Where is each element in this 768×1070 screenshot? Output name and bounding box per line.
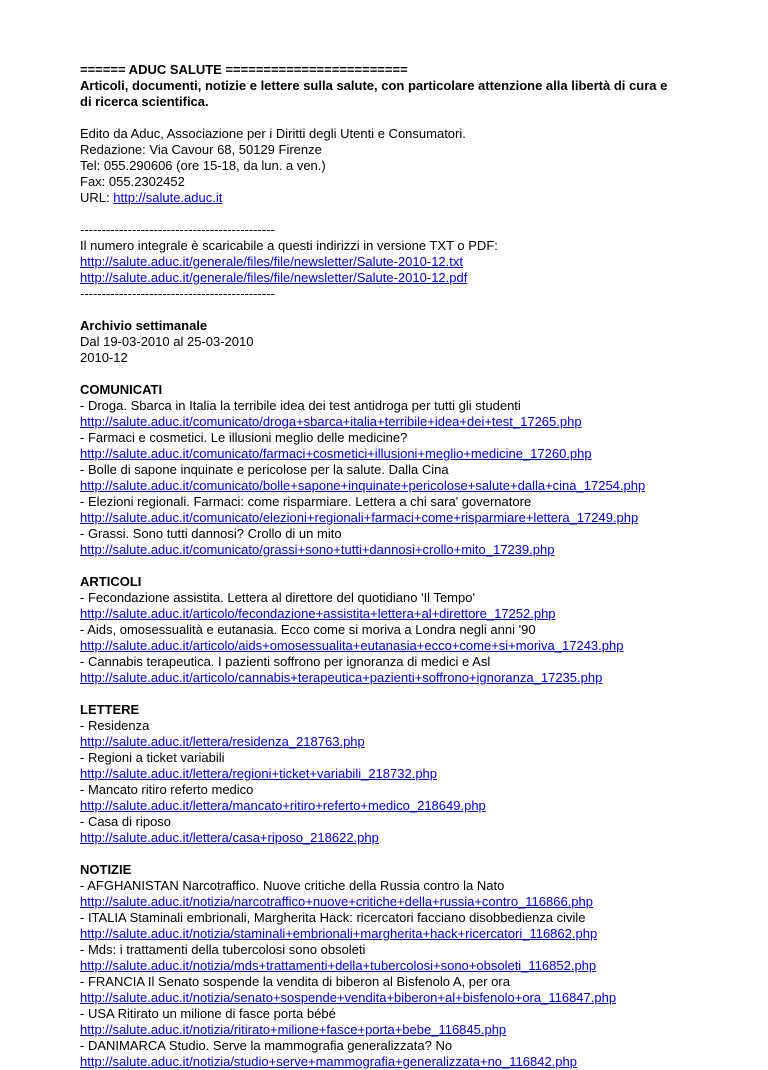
newsletter-title: ====== ADUC SALUTE ======================== <box>80 62 408 77</box>
item-link[interactable]: http://salute.aduc.it/notizia/staminali+embrionali+margherita+hack+ricercatori_116862.php <box>80 926 598 941</box>
item-text: - Regioni a ticket variabili <box>80 750 225 765</box>
item-text: - ITALIA Staminali embrionali, Margherita Hack: ricercatori facciano disobbedienza civile <box>80 910 586 925</box>
section-notizie <box>80 862 748 1070</box>
item-text: - Farmaci e cosmetici. Le illusioni meglio delle medicine? <box>80 430 408 445</box>
archive-issue: 2010-12 <box>80 350 128 365</box>
item-link[interactable]: http://salute.aduc.it/comunicato/grassi+sono+tutti+dannosi+crollo+mito_17239.php <box>80 542 555 557</box>
item-link[interactable]: http://salute.aduc.it/notizia/senato+sospende+vendita+biberon+al+bisfenolo+ora_116847.php <box>80 990 617 1005</box>
item-link[interactable]: http://salute.aduc.it/articolo/cannabis+terapeutica+pazienti+soffrono+ignoranza_17235.php <box>80 670 603 685</box>
item-text: - Bolle di sapone inquinate e pericolose per la salute. Dalla Cina <box>80 462 449 477</box>
publisher-url-line <box>80 190 748 206</box>
publisher-url-link[interactable]: http://salute.aduc.it <box>113 190 223 205</box>
publisher-tel: Tel: 055.290606 (ore 15-18, da lun. a ven.) <box>80 158 326 173</box>
item-link[interactable]: http://salute.aduc.it/articolo/aids+omosessualita+eutanasia+ecco+come+si+moriva_17243.php <box>80 638 624 653</box>
item-text: - Grassi. Sono tutti dannosi? Crollo di un mito <box>80 526 342 541</box>
item-text: - Elezioni regionali. Farmaci: come risparmiare. Lettera a chi sara' governatore <box>80 494 532 509</box>
archive-range: Dal 19-03-2010 al 25-03-2010 <box>80 334 254 349</box>
publisher-fax: Fax: 055.2302452 <box>80 174 185 189</box>
item-text: - AFGHANISTAN Narcotraffico. Nuove critiche della Russia contro la Nato <box>80 878 505 893</box>
item-link[interactable]: http://salute.aduc.it/lettera/residenza_218763.php <box>80 734 365 749</box>
archive-title: Archivio settimanale <box>80 318 208 333</box>
item-link[interactable]: http://salute.aduc.it/comunicato/droga+sbarca+italia+terribile+idea+dei+test_17265.php <box>80 414 582 429</box>
item-link[interactable]: http://salute.aduc.it/articolo/fecondazione+assistita+lettera+al+direttore_17252.php <box>80 606 556 621</box>
section-title: ARTICOLI <box>80 574 142 589</box>
item-text: - DANIMARCA Studio. Serve la mammografia generalizzata? No <box>80 1038 453 1053</box>
item-link[interactable]: http://salute.aduc.it/notizia/narcotraffico+nuove+critiche+della+russia+contro_116866.php <box>80 894 593 909</box>
item-link[interactable]: http://salute.aduc.it/notizia/ritirato+milione+fasce+porta+bebe_116845.php <box>80 1022 507 1037</box>
item-text: - Fecondazione assistita. Lettera al direttore del quotidiano 'Il Tempo' <box>80 590 475 605</box>
separator: --------------------------------------------- <box>80 286 275 301</box>
download-txt-link[interactable]: http://salute.aduc.it/generale/files/file/newsletter/Salute-2010-12.txt <box>80 254 463 269</box>
section-lettere <box>80 702 748 846</box>
item-link[interactable]: http://salute.aduc.it/notizia/studio+serve+mammografia+generalizzata+no_116842.php <box>80 1054 577 1069</box>
item-text: - Droga. Sbarca in Italia la terribile idea dei test antidroga per tutti gli studenti <box>80 398 521 413</box>
section-title: NOTIZIE <box>80 862 132 877</box>
item-link[interactable]: http://salute.aduc.it/lettera/regioni+ticket+variabili_218732.php <box>80 766 438 781</box>
item-text: - USA Ritirato un milione di fasce porta bébé <box>80 1006 336 1021</box>
item-link[interactable]: http://salute.aduc.it/lettera/casa+riposo_218622.php <box>80 830 379 845</box>
section-title: COMUNICATI <box>80 382 163 397</box>
publisher-url-label: URL: <box>80 190 114 205</box>
publisher-edited-by: Edito da Aduc, Associazione per i Diritti degli Utenti e Consumatori. <box>80 126 466 141</box>
publisher-address: Redazione: Via Cavour 68, 50129 Firenze <box>80 142 322 157</box>
download-pdf-link[interactable]: http://salute.aduc.it/generale/files/file/newsletter/Salute-2010-12.pdf <box>80 270 468 285</box>
sections-container <box>80 366 748 1070</box>
download-text: Il numero integrale è scaricabile a questi indirizzi in versione TXT o PDF: <box>80 238 498 253</box>
newsletter-subtitle: Articoli, documenti, notizie e lettere sulla salute, con particolare attenzione alla libertà di cura e di ricerca scientifica. <box>80 78 668 109</box>
item-text: - Cannabis terapeutica. I pazienti soffrono per ignoranza di medici e Asl <box>80 654 491 669</box>
section-articoli <box>80 574 748 686</box>
item-text: - FRANCIA Il Senato sospende la vendita di biberon al Bisfenolo A, per ora <box>80 974 510 989</box>
item-text: - Aids, omosessualità e eutanasia. Ecco come si moriva a Londra negli anni '90 <box>80 622 536 637</box>
item-text: - Casa di riposo <box>80 814 172 829</box>
item-link[interactable]: http://salute.aduc.it/comunicato/bolle+sapone+inquinate+pericolose+salute+dalla+cina_17254.php <box>80 478 646 493</box>
item-link[interactable]: http://salute.aduc.it/notizia/mds+trattamenti+della+tubercolosi+sono+obsoleti_116852.php <box>80 958 597 973</box>
item-link[interactable]: http://salute.aduc.it/comunicato/elezioni+regionali+farmaci+come+risparmiare+lettera_17249.php <box>80 510 639 525</box>
separator: --------------------------------------------- <box>80 222 275 237</box>
section-comunicati <box>80 382 748 558</box>
item-text: - Mancato ritiro referto medico <box>80 782 254 797</box>
section-title: LETTERE <box>80 702 140 717</box>
item-text: - Residenza <box>80 718 150 733</box>
item-link[interactable]: http://salute.aduc.it/comunicato/farmaci+cosmetici+illusioni+meglio+medicine_17260.php <box>80 446 592 461</box>
item-text: - Mds: i trattamenti della tubercolosi sono obsoleti <box>80 942 366 957</box>
item-link[interactable]: http://salute.aduc.it/lettera/mancato+ritiro+referto+medico_218649.php <box>80 798 486 813</box>
